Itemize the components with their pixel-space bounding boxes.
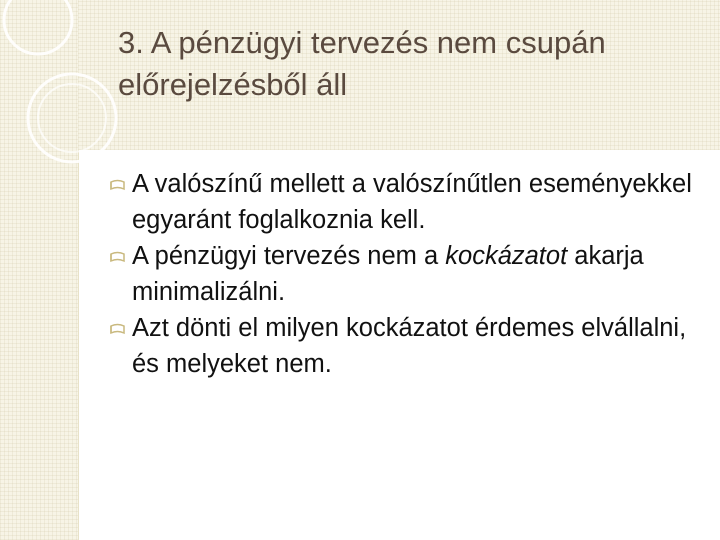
bullet-item (102, 238, 692, 310)
decorative-circle-top (4, 0, 72, 54)
bullet-text: A valószínű mellett a valószínűtlen eseményekkel egyaránt foglalkoznia kell. (132, 170, 692, 234)
bullet-text: Azt dönti el milyen kockázatot érdemes elvállalni, és melyeket nem. (132, 314, 687, 378)
bullet-list (102, 166, 692, 382)
scroll-bullet-icon (110, 179, 125, 191)
bullet-item (102, 166, 692, 238)
bullet-text: A pénzügyi tervezés nem a (132, 242, 446, 270)
decorative-circle-middle (28, 74, 116, 162)
slide-title: 3. A pénzügyi tervezés nem csupán előrejelzésből áll (118, 25, 606, 102)
decorative-circle-inner (38, 84, 106, 152)
bullet-text: akarja minimalizálni. (132, 242, 644, 306)
bullet-item (102, 310, 692, 382)
scroll-bullet-icon (110, 323, 125, 335)
scroll-bullet-icon (110, 251, 125, 263)
bullet-text-italic: kockázatot (445, 242, 568, 270)
